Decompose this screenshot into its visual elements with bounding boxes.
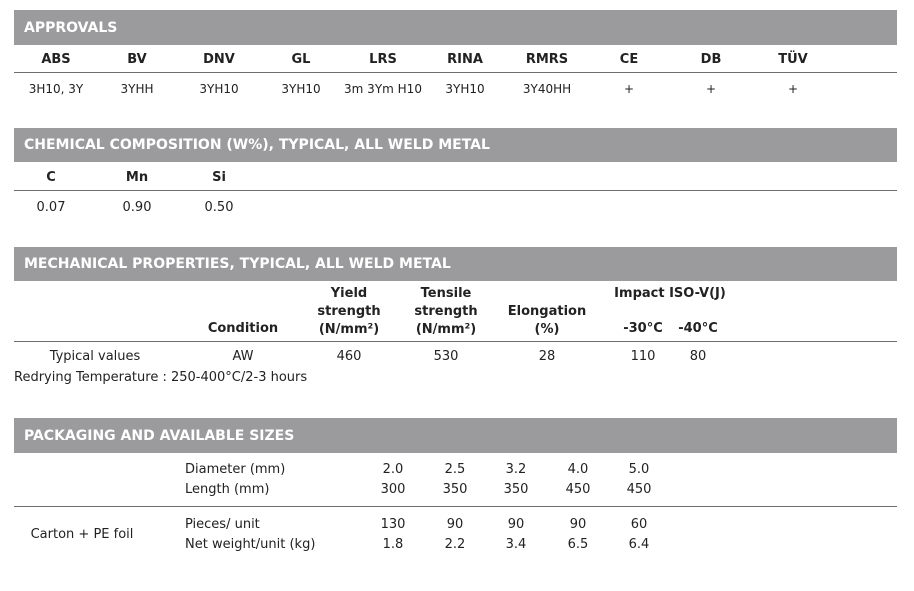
approval-value-bv: 3YHH [120,82,154,96]
mechanical-header-impact: Impact ISO-V(J) [614,286,726,301]
packaging-diameter-value: 5.0 [628,462,650,477]
approval-value-ce: + [623,82,635,96]
packaging-diameter-value: 2.0 [382,462,404,477]
packaging-diameter-value: 4.0 [567,462,589,477]
approval-value-abs: 3H10, 3Y [28,82,84,96]
mechanical-header-impact-minus40: -40°C [678,321,718,336]
packaging-pieces-value: 60 [630,517,648,532]
approval-value-gl: 3YH10 [281,82,321,96]
approval-header-rmrs: RMRS [525,52,569,67]
mechanical-value-tensile: 530 [433,349,459,364]
packaging-length-value: 450 [565,482,591,497]
packaging-weight-label: Net weight/unit (kg) [185,537,316,552]
packaging-weight-value: 6.5 [567,537,589,552]
packaging-group-label: Carton + PE foil [30,527,134,542]
approval-value-lrs: 3m 3Ym H10 [344,82,422,96]
approvals-divider [14,72,897,73]
packaging-length-value: 450 [626,482,652,497]
approval-header-ce: CE [619,52,639,67]
elongation-header-line-1: Elongation [507,304,587,319]
mechanical-header-tensile [414,285,477,339]
mechanical-divider [14,341,897,342]
packaging-diameter-value: 2.5 [444,462,466,477]
approval-header-lrs: LRS [369,52,397,67]
packaging-length-value: 300 [380,482,406,497]
mechanical-value-condition: AW [232,349,254,364]
mechanical-value-impact-minus30: 110 [630,349,656,364]
elongation-header-line-2: (%) [534,322,560,337]
approval-header-gl: GL [291,52,311,67]
approval-header-tuv: TÜV [778,52,808,67]
yield-header-line-2: strength [317,304,381,319]
mechanical-header-impact-minus30: -30°C [623,321,663,336]
mechanical-value-impact-minus40: 80 [689,349,707,364]
packaging-length-value: 350 [442,482,468,497]
mechanical-header-condition: Condition [207,321,279,336]
packaging-weight-value: 3.4 [505,537,527,552]
packaging-section-header: PACKAGING AND AVAILABLE SIZES [14,418,897,453]
chemical-header-mn: Mn [125,170,149,185]
tensile-header-line-2: strength [414,304,478,319]
packaging-diameter-label: Diameter (mm) [185,462,286,477]
packaging-length-value: 350 [503,482,529,497]
approval-value-dnv: 3YH10 [199,82,239,96]
mechanical-value-yield: 460 [336,349,362,364]
approval-header-abs: ABS [41,52,71,67]
yield-header-line-3: (N/mm²) [318,322,380,337]
approval-header-db: DB [700,52,722,67]
packaging-pieces-value: 90 [507,517,525,532]
mechanical-header-yield [317,285,380,339]
packaging-pieces-label: Pieces/ unit [185,517,260,532]
chemical-value-si: 0.50 [204,200,234,215]
approval-header-bv: BV [127,52,147,67]
approval-header-dnv: DNV [203,52,235,67]
approvals-section-header: APPROVALS [14,10,897,45]
chemical-section-header: CHEMICAL COMPOSITION (W%), TYPICAL, ALL WELD METAL [14,128,897,162]
chemical-value-c: 0.07 [36,200,66,215]
approval-value-tuv: + [787,82,799,96]
chemical-header-si: Si [212,170,226,185]
chemical-value-mn: 0.90 [122,200,152,215]
packaging-weight-value: 2.2 [444,537,466,552]
approval-value-db: + [705,82,717,96]
packaging-pieces-value: 130 [380,517,406,532]
packaging-weight-value: 6.4 [628,537,650,552]
packaging-weight-value: 1.8 [382,537,404,552]
mechanical-row-label: Typical values [49,349,141,364]
packaging-divider [14,506,897,507]
packaging-length-label: Length (mm) [185,482,270,497]
approval-value-rmrs: 3Y40HH [522,82,572,96]
yield-header-line-1: Yield [330,286,368,301]
mechanical-value-elongation: 28 [538,349,556,364]
tensile-header-line-3: (N/mm²) [415,322,477,337]
approval-header-rina: RINA [447,52,483,67]
packaging-pieces-value: 90 [569,517,587,532]
packaging-pieces-value: 90 [446,517,464,532]
tensile-header-line-1: Tensile [420,286,472,301]
mechanical-section-header: MECHANICAL PROPERTIES, TYPICAL, ALL WELD METAL [14,247,897,281]
mechanical-header-elongation [508,303,586,339]
redrying-temperature-note: Redrying Temperature : 250-400°C/2-3 hours [14,370,308,385]
approval-value-rina: 3YH10 [445,82,485,96]
chemical-header-c: C [46,170,56,185]
chemical-divider [14,190,897,191]
packaging-diameter-value: 3.2 [505,462,527,477]
